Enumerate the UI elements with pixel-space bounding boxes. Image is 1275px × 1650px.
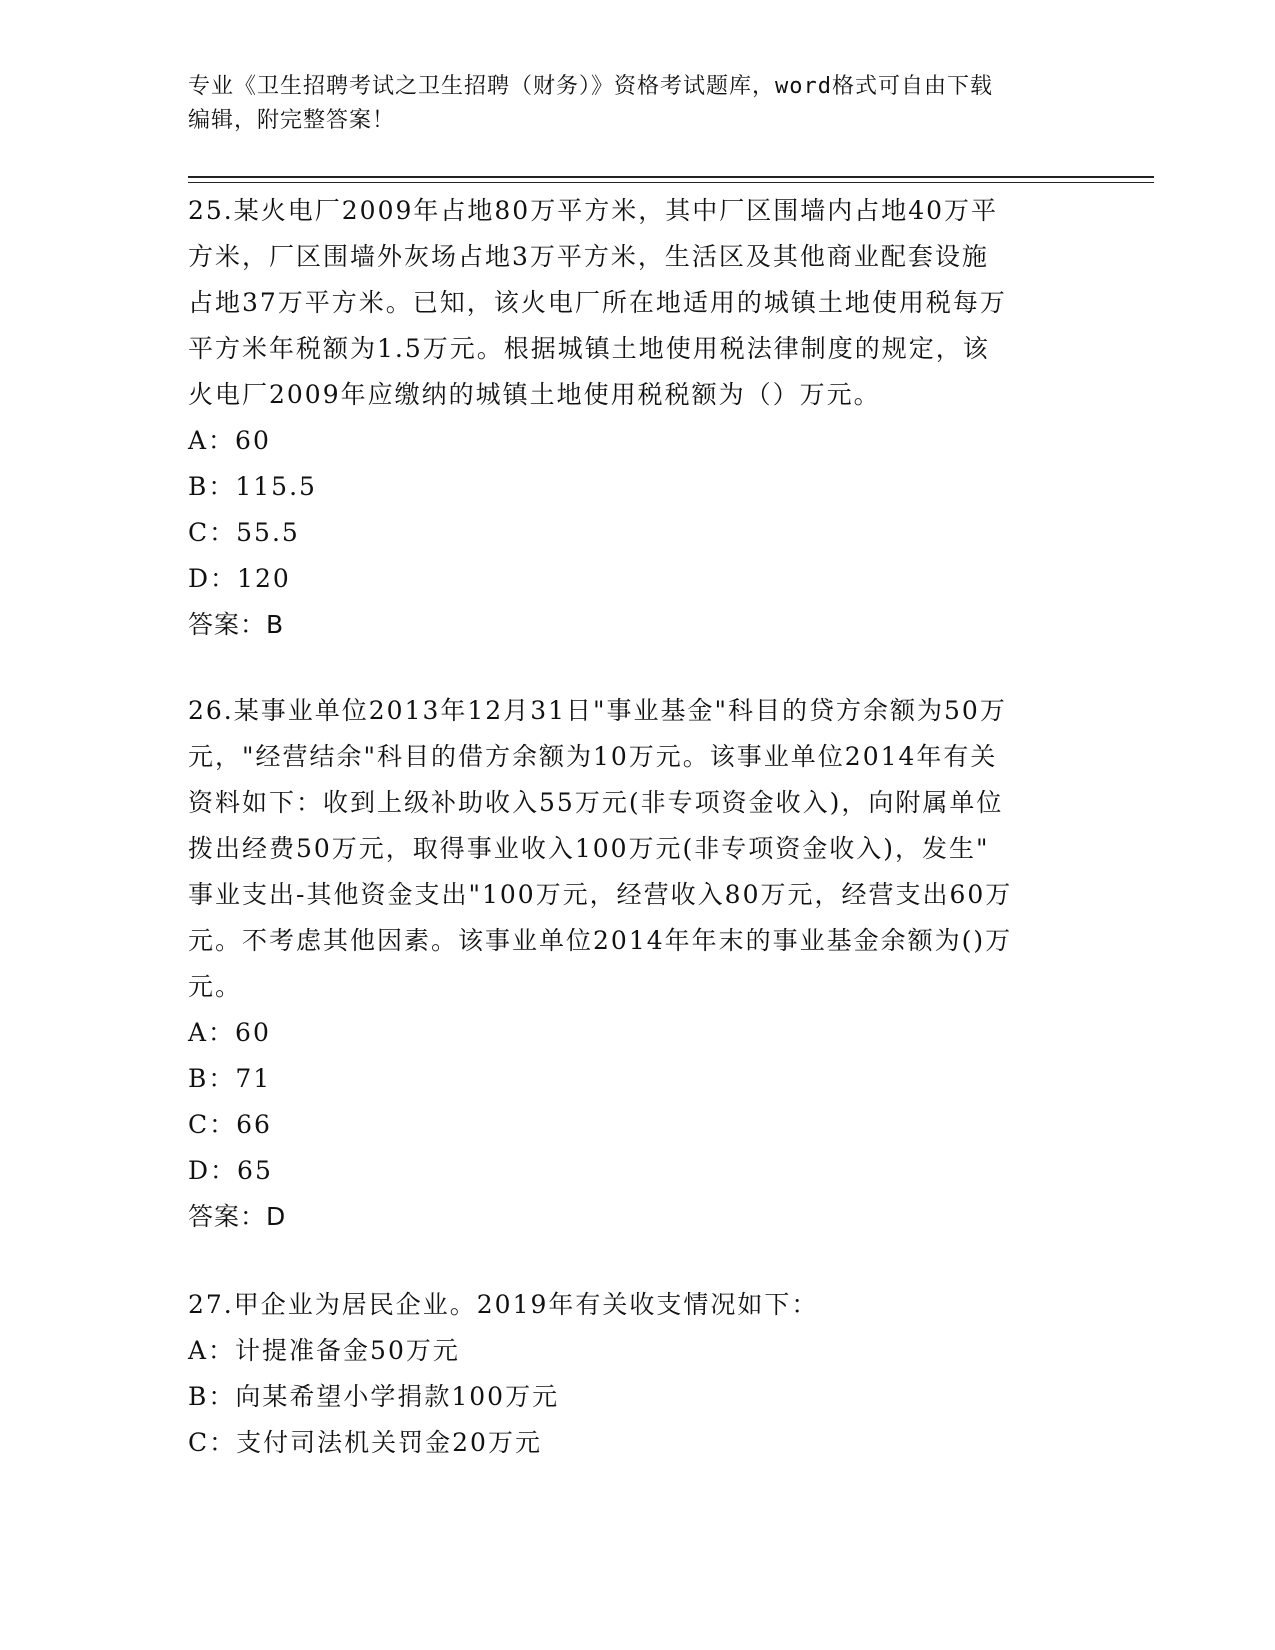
option-b: B：115.5 <box>188 472 317 501</box>
option-c: C：66 <box>188 1110 272 1139</box>
answer-text: 答案：D <box>188 1202 287 1231</box>
question-27 <box>188 1282 1088 1466</box>
question-stem-line: 元。 <box>188 972 243 1001</box>
question-25 <box>188 188 1088 648</box>
option-d: D：65 <box>188 1156 273 1185</box>
question-stem-line: 27.甲企业为居民企业。2019年有关收支情况如下： <box>188 1290 819 1319</box>
question-stem-line: 元，"经营结余"科目的借方余额为10万元。该事业单位2014年有关 <box>188 742 998 771</box>
header-line-1: 专业《卫生招聘考试之卫生招聘（财务）》资格考试题库，word格式可自由下载 <box>188 74 993 99</box>
option-a: A：60 <box>188 1018 271 1047</box>
answer-text: 答案：B <box>188 610 285 639</box>
option-c: C：支付司法机关罚金20万元 <box>188 1428 542 1457</box>
question-stem-line: 事业支出-其他资金支出"100万元，经营收入80万元，经营支出60万 <box>188 880 1013 909</box>
header-line-2: 编辑，附完整答案！ <box>188 108 396 133</box>
option-a: A：计提准备金50万元 <box>188 1336 460 1365</box>
question-26 <box>188 688 1088 1240</box>
question-stem-line: 25.某火电厂2009年占地80万平方米，其中厂区围墙内占地40万平 <box>188 196 999 225</box>
option-c: C：55.5 <box>188 518 300 547</box>
question-stem-line: 火电厂2009年应缴纳的城镇土地使用税税额为（）万元。 <box>188 380 881 409</box>
option-b: B：向某希望小学捐款100万元 <box>188 1382 560 1411</box>
header-divider-thick <box>188 176 1154 178</box>
option-d: D：120 <box>188 564 291 593</box>
document-header <box>188 70 1088 138</box>
question-stem-line: 元。不考虑其他因素。该事业单位2014年年末的事业基金余额为()万 <box>188 926 1013 955</box>
question-stem-line: 资料如下：收到上级补助收入55万元(非专项资金收入)，向附属单位 <box>188 788 1004 817</box>
question-stem-line: 占地37万平方米。已知，该火电厂所在地适用的城镇土地使用税每万 <box>188 288 1007 317</box>
option-b: B：71 <box>188 1064 272 1093</box>
question-stem-line: 方米，厂区围墙外灰场占地3万平方米，生活区及其他商业配套设施 <box>188 242 989 271</box>
header-divider-thin <box>188 182 1154 183</box>
option-a: A：60 <box>188 426 271 455</box>
question-stem-line: 26.某事业单位2013年12月31日"事业基金"科目的贷方余额为50万 <box>188 696 1007 725</box>
question-stem-line: 平方米年税额为1.5万元。根据城镇土地使用税法律制度的规定，该 <box>188 334 990 363</box>
question-stem-line: 拨出经费50万元，取得事业收入100万元(非专项资金收入)，发生" <box>188 834 990 863</box>
